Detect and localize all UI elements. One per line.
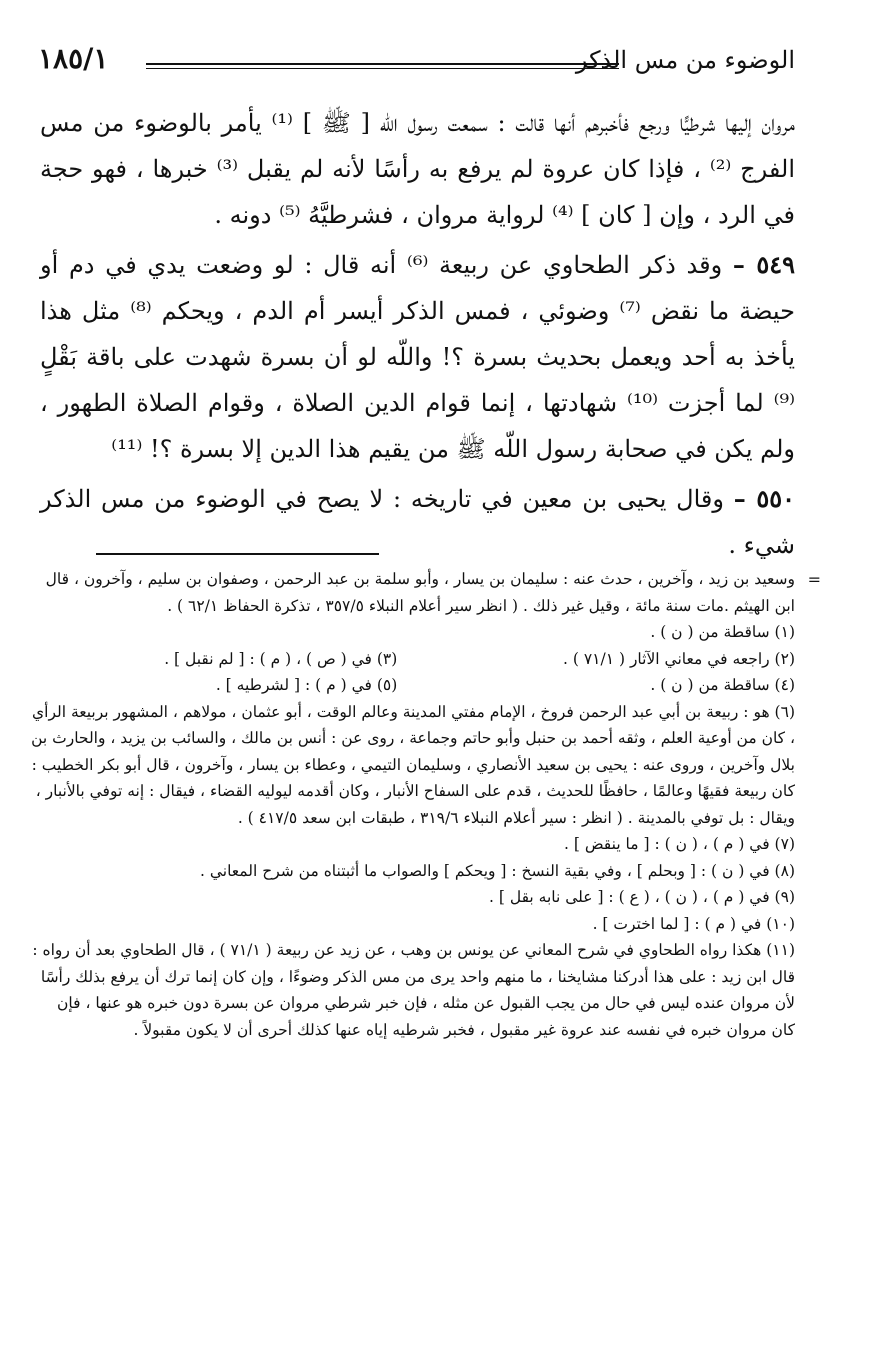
continuation-mark: = [807, 570, 821, 589]
footnotes [30, 566, 795, 1043]
page-number: ١٨٥/١ [38, 42, 109, 75]
footnote-7: (٧) في ( م ) ، ( ن ) : [ ما ينقض ] . [563, 835, 795, 853]
header-title: الوضوء من مس الذكر [575, 46, 795, 74]
footnote-row [30, 646, 795, 673]
paragraph-text: وقال يحيى بن معين في تاريخه : لا يصح في الوضوء من مس الذكر شيء . [40, 485, 795, 559]
running-header [38, 40, 795, 80]
footnote-row [30, 672, 795, 699]
main-text [40, 100, 795, 572]
footnote-6: (٦) هو : ربيعة بن أبي عبد الرحمن فروخ ، الإمام مفتي المدينة وعالم الوقت ، أبو عثمان ، مولاهم ، المشهور بربيعة الرأي ، كان من أوعية العلم ، وثقه أحمد بن حنبل وأبو حاتم وجماعة ، روى عن : أنس بن مالك ، والسائب بن يزيد ، والحارث بن بلال وآخرين ، وروى عنه : يحيى بن سعيد الأنصاري ، وسليمان التيمي ، وعطاء بن يسار ، وآخرون ، قال أبو بكر الخطيب : كان ربيعة فقيهًا وعالمًا ، حافظًا للحديث ، قدم على السفاح الأنبار ، وكان أقدمه ليوليه القضاء ، فيقال : إنه توفي بالأنبار ، ويقال : بل توفي بالمدينة . ( انظر : سير أعلام النبلاء ٣١٩/٦ ، طبقات ابن سعد ٤١٧/٥ ) . [31, 702, 795, 827]
footnote-9: (٩) في ( م ) ، ( ن ) ، ( ع ) : [ على نابه بقل ] . [489, 888, 795, 906]
footnote-2: (٢) راجعه في معاني الآثار ( ٧١/١ ) . [563, 649, 795, 668]
paragraph-number: ٥٥٠ – [733, 484, 795, 513]
footnote-1: (١) ساقطة من ( ن ) . [650, 623, 795, 641]
footnote-divider [96, 553, 379, 555]
footnote-3: (٣) في ( ص ) ، ( م ) : [ لم نقبل ] . [164, 649, 398, 668]
footnote-5: (٥) في ( م ) : [ لشرطيه ] . [215, 676, 398, 694]
footnote-11: (١١) هكذا رواه الطحاوي في شرح المعاني عن يونس بن وهب ، عن زيد عن ربيعة ( ٧١/١ ) ، قال الطحاوي بعد أن رواه : قال ابن زيد : على هذا أدركنا مشايخنا ، ما منهم واحد يرى من مس الذكر وضوءًا ، وإن كان إنما ترك أن يرفع بذلك رأسًا لأن مروان عنده ليس في حال من يجب القبول عن مثله ، فإن خبر شرطي مروان عن بسرة دون خبره هو عنها ، فإن كان مروان خبره في نفسه عند عروة غير مقبول ، فخبر شرطيه إياه عنها كذلك أحرى أن لا يكون مقبولاً . [32, 941, 795, 1039]
header-rule [146, 63, 619, 65]
footnote-10: (١٠) في ( م ) : [ لما اخترت ] . [592, 914, 795, 933]
footnote-4: (٤) ساقطة من ( ن ) . [650, 676, 795, 694]
header-rule-thin [146, 68, 619, 69]
footnote-8: (٨) في ( ن ) : [ وبحلم ] ، وفي بقية النسخ : [ ويحكم ] والصواب ما أثبتناه من شرح المعاني . [199, 861, 795, 880]
paragraph-1: مروان إليها شرطيًّا ورجع فأخبرهم أنها قالت : سمعت رسول اللّه [ ﷺ ] ⁽¹⁾ يأمر بالوضوء من مس الفرج ⁽²⁾ ، فإذا كان عروة لم يرفع به رأسًا لأنه لم يقبل ⁽³⁾ خبرها ، فهو حجة في الرد ، وإن [ كان ] ⁽⁴⁾ لرواية مروان ، فشرطيَّهُ ⁽⁵⁾ دونه . [40, 109, 796, 229]
paragraph-number: ٥٤٩ – [732, 250, 795, 279]
paragraph-549 [40, 242, 795, 472]
paragraph-text: وقد ذكر الطحاوي عن ربيعة ⁽⁶⁾ أنه قال : لو وضعت يدي في دم أو حيضة ما نقض ⁽⁷⁾ وضوئي ، فمس الذكر أيسر أم الدم ، ويحكم ⁽⁸⁾ مثل هذا يأخذ به أحد ويعمل بحديث بسرة ؟! واللّه لو أن بسرة شهدت على باقة بَقْلٍ ⁽⁹⁾ لما أجزت ⁽¹⁰⁾ شهادتها ، إنما قوام الدين الصلاة ، وقوام الصلاة الطهور ، ولم يكن في صحابة رسول اللّه ﷺ من يقيم هذا الدين إلا بسرة ؟! ⁽¹¹⁾ [40, 251, 796, 463]
footnote-continuation: وسعيد بن زيد ، وآخرين ، حدث عنه : سليمان بن يسار ، وأبو سلمة بن عبد الرحمن ، وصفوان بن سليم ، وآخرون ، قال ابن الهيثم .مات سنة مائة ، وقيل غير ذلك . ( انظر سير أعلام النبلاء ٣٥٧/٥ ، تذكرة الحفاظ ٦٢/١ ) . [45, 570, 795, 615]
